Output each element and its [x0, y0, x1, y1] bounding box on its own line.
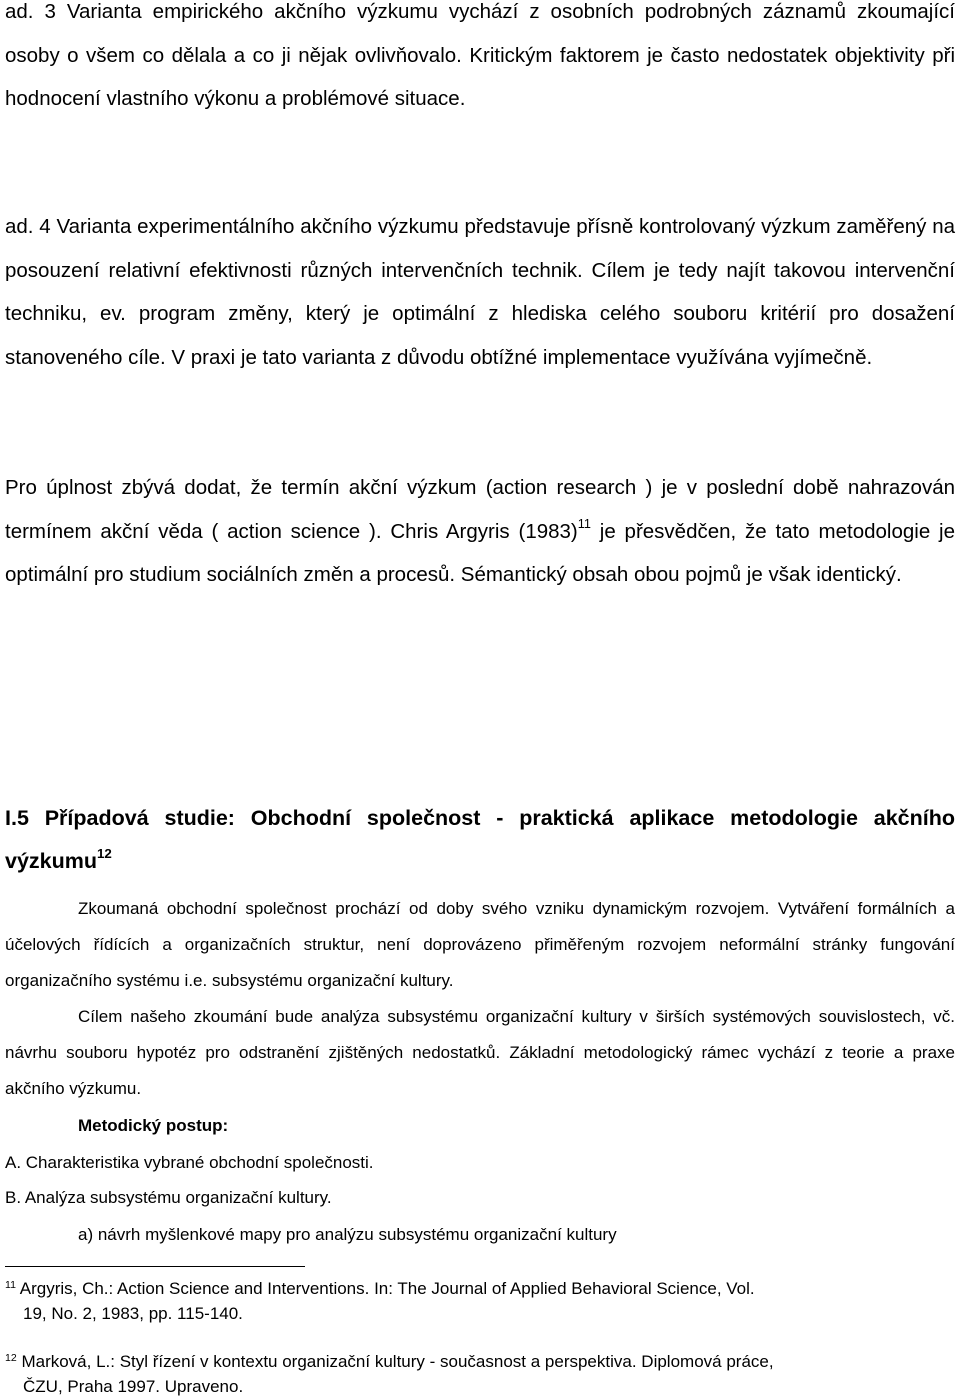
paragraph-ad4: ad. 4 Varianta experimentálního akčního výzkumu představuje přísně kontrolovaný výzkum zaměřený na posouzení relativní efektivnosti různých intervenčních technik. Cílem je tedy najít takovou intervenční techniku, ev. program změny, který je optimální z hlediska celého souboru kritérií pro dosažení stanoveného cíle. V praxi je tato varianta z důvodu obtížné implementace využívána vyjímečně. [5, 215, 955, 369]
footnote-12-text-2: ČZU, Praha 1997. Upraveno. [23, 1377, 244, 1396]
footnote-ref-12: 12 [97, 846, 112, 862]
paragraph-completeness [5, 466, 955, 597]
footnote-11 [5, 1276, 955, 1326]
footnote-ref-11: 11 [577, 515, 591, 531]
section-heading-text: I.5 Případová studie: Obchodní společnost - praktická aplikace metodologie akčního výzkumu [5, 806, 955, 873]
method-step-b: B. Analýza subsystému organizační kultury. [5, 1188, 332, 1207]
footnote-11-text-2: 19, No. 2, 1983, pp. 115-140. [23, 1304, 243, 1323]
method-heading: Metodický postup: [78, 1116, 229, 1135]
method-substep-a: a) návrh myšlenkové mapy pro analýzu subsystému organizační kultury [78, 1225, 617, 1244]
footnote-12-number: 12 [5, 1351, 17, 1364]
paragraph-intro: Zkoumaná obchodní společnost prochází od doby svého vzniku dynamickým rozvojem. Vytváření formálních a účelových řídících a organizačních struktur, není doprovázeno přiměřeným rozvojem neformální stránky fungování organizačního systému i.e. subsystému organizační kultury. [5, 899, 955, 990]
footnote-11-line-1 [5, 1276, 955, 1301]
section-heading [5, 797, 955, 883]
footnote-11-number: 11 [5, 1278, 16, 1291]
footnote-11-text-1: Argyris, Ch.: Action Science and Interventions. In: The Journal of Applied Behavioral Science, Vol. [19, 1279, 755, 1298]
paragraph-ad3: ad. 3 Varianta empirického akčního výzkumu vychází z osobních podrobných záznamů zkoumající osoby o všem co dělala a co ji nějak ovlivňovalo. Kritickým faktorem je často nedostatek objektivity při hodnocení vlastního výkonu a problémové situace. [5, 0, 955, 110]
method-step-a: A. Charakteristika vybrané obchodní společnosti. [5, 1153, 374, 1172]
footnote-12-line-1 [5, 1349, 955, 1374]
footnote-12 [5, 1349, 955, 1399]
footnote-separator [5, 1266, 305, 1267]
paragraph-completeness-text-start: Pro úplnost zbývá dodat, že termín akční výzkum (action research ) je v poslední době nahrazován termínem akční věda ( action science ). Chris Argyris (1983) [5, 476, 955, 543]
footnote-12-text-1: Marková, L.: Styl řízení v kontextu organizační kultury - současnost a perspektiva. Diplomová práce, [21, 1352, 774, 1371]
paragraph-goal: Cílem našeho zkoumání bude analýza subsystému organizační kultury v širších systémových souvislostech, vč. návrhu souboru hypotéz pro odstranění zjištěných nedostatků. Základní metodologický rámec vychází z teorie a praxe akčního výzkumu. [5, 1007, 955, 1098]
paragraph-completeness-text-end: je přesvědčen, že tato metodologie je optimální pro studium sociálních změn a procesů. Sémantický obsah obou pojmů je však identický. [5, 519, 956, 586]
